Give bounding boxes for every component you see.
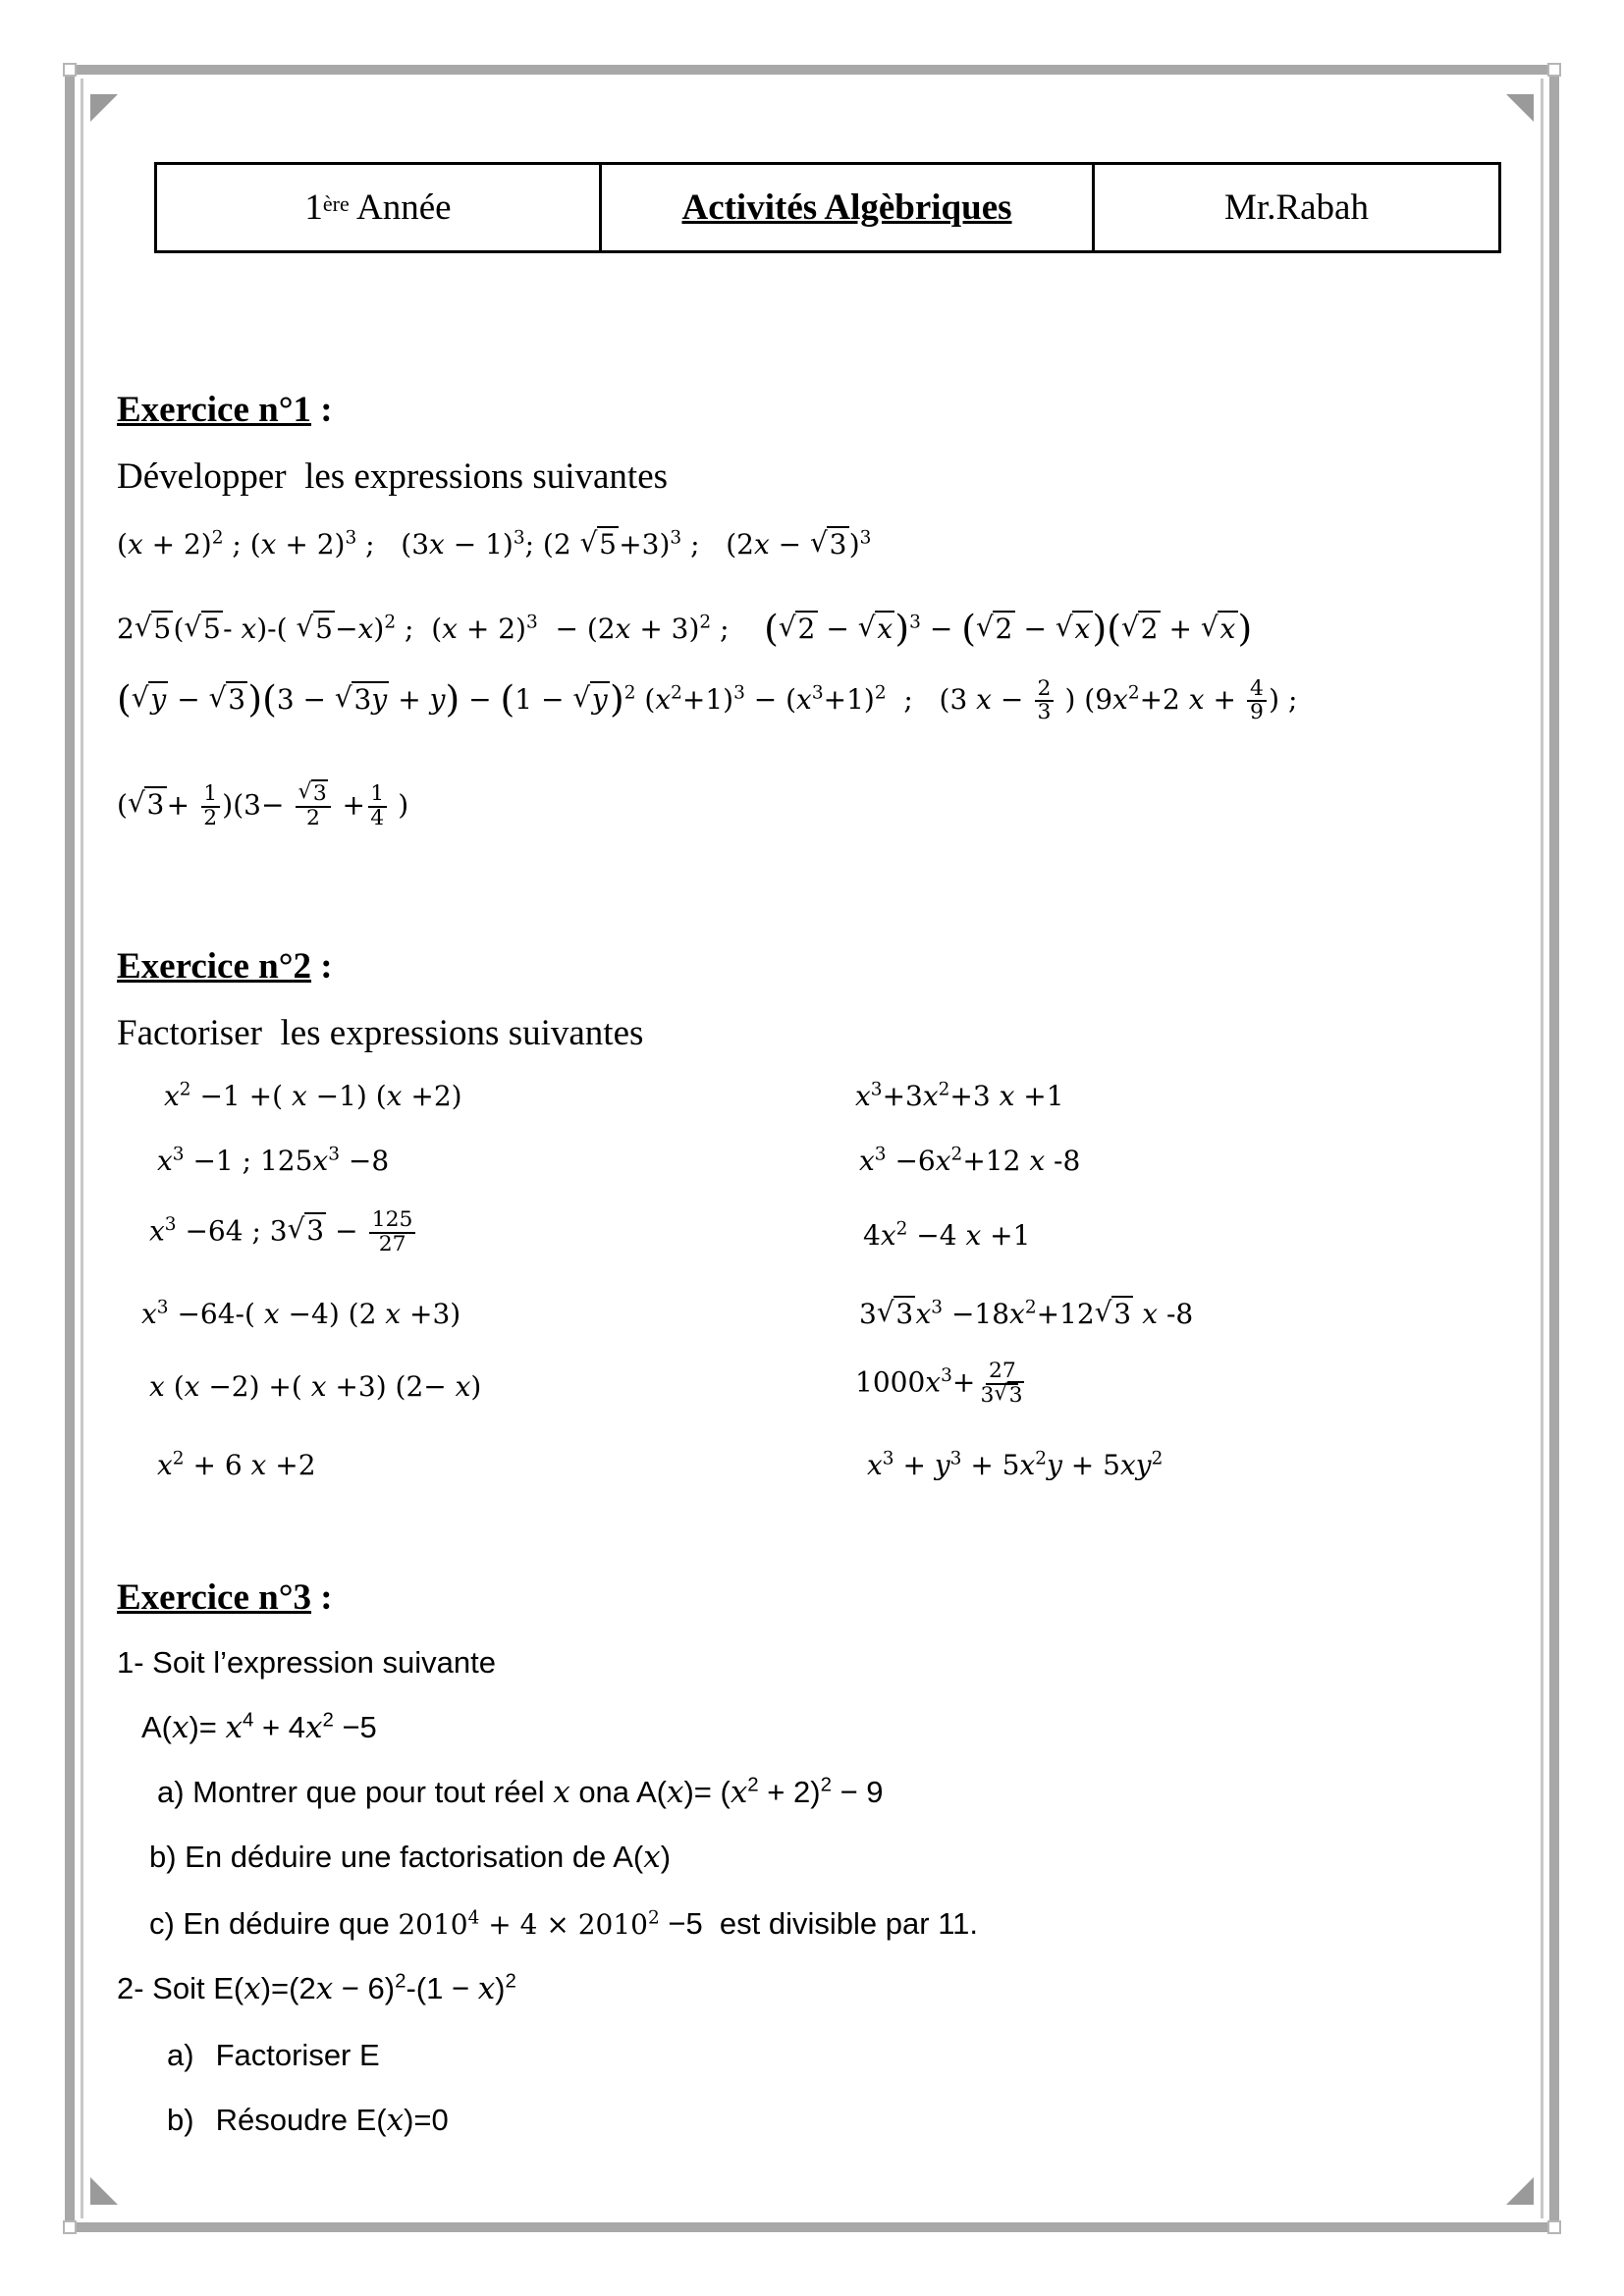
exercise-2-left-item-2: $x^3 -1$ ; $125x^3 -8$ — [157, 1144, 390, 1177]
exercise-3-question-1c-text-2: est divisible par 11. — [711, 1906, 978, 1941]
frame-triangle-top-left — [90, 94, 118, 122]
exercise-3-question-1a-text: a) Montrer que pour tout réel — [157, 1775, 554, 1809]
exercise-2-right-item-4: 3√ $3x^3 -18x^2+12√$ 3 x -8 — [859, 1298, 1193, 1330]
exercise-3-question-2-intro: 2- Soit $E(x)=(2x - 6)^2-(1 - x)^2$ — [117, 1969, 516, 2006]
frame-right-inner-line — [1541, 79, 1543, 2218]
exercise-3-question-2a — [167, 2038, 380, 2073]
header-level-number: 1 — [304, 187, 323, 228]
frame-bottom-border — [69, 2222, 1555, 2232]
exercise-3-question-2-text: 2- Soit E( — [117, 1971, 244, 2005]
header-teacher-cell: Mr.Rabah — [1092, 165, 1498, 250]
exercise-1-title-text: Exercice n°1 — [117, 390, 312, 430]
exercise-3-question-1c-text: c) En déduire que — [149, 1906, 399, 1941]
frame-triangle-bottom-right — [1506, 2177, 1534, 2205]
frame-corner-bottom-right — [1547, 2220, 1561, 2234]
exercise-2-title — [117, 945, 333, 988]
exercise-3-question-2b-text: Résoudre E( — [215, 2103, 387, 2137]
exercise-3-expression-A: $A(x)= x^4 + 4x^2 -5$ — [141, 1708, 377, 1745]
exercise-2-instruction: Factoriser les expressions suivantes — [117, 1013, 644, 1053]
exercise-2-right-item-6: $x^3 + y^3 + 5x^2y + 5xy^2$ — [867, 1448, 1164, 1481]
header-table — [154, 162, 1501, 253]
exercise-2-right-item-3: $4x^2 -4$ x +1 — [863, 1218, 1031, 1252]
exercise-1-expression-line-2: 2√ 5(√ 5- x)-( √ 5−x)$^2$ ; $(x + 2)^3 - (2x + 3)^2$ ; (√ 2 − √ x)$^3$ − (√ 2 − √ x)(√ 2 + √ x) — [117, 607, 1252, 650]
exercise-2-title-colon: : — [311, 946, 333, 987]
frame-corner-top-left — [63, 63, 77, 77]
exercise-2-left-item-4: $x^3 -64-$( x −4) (2 x +3) — [141, 1297, 461, 1330]
exercise-3-question-1a: a) Montrer que pour tout réel x ona $A(x)= (x^2 + 2)^2 - 9$ — [157, 1773, 884, 1810]
exercise-3-question-1-intro: 1- Soit l’expression suivante — [117, 1645, 496, 1680]
exercise-2-left-item-5: x (x −2) +( x +3) (2− x) — [149, 1370, 482, 1403]
exercise-3-question-2a-text: Factoriser E — [215, 2038, 380, 2072]
frame-left-border — [65, 69, 75, 2228]
exercise-1-expression-line-4: (√ 3+ $\frac{1}{2}$ )(3− √ $\frac{3}{2}$ + $\frac{1}{4}$ ) — [117, 783, 408, 830]
exercise-3-question-2b-label: b) — [167, 2103, 194, 2137]
header-title-cell: Activités Algèbriques — [599, 165, 1092, 250]
frame-triangle-top-right — [1506, 94, 1534, 122]
frame-right-border — [1549, 69, 1559, 2228]
exercise-2-left-item-6: $x^2 + 6$ x +2 — [157, 1448, 316, 1481]
frame-triangle-bottom-left — [90, 2177, 118, 2205]
exercise-3-question-1c: c) En déduire que $2010^4 + 4 \times 2010^2 -5$ est divisible par 11. — [149, 1906, 978, 1941]
exercise-2-left-item-1: $x^2 -1$ +( x −1) (x +2) — [164, 1079, 462, 1112]
exercise-3-question-2a-label: a) — [167, 2038, 194, 2072]
exercise-1-title-colon: : — [311, 390, 333, 430]
exercise-2-right-item-1: $x^3+3x^2+3$ x +1 — [855, 1079, 1064, 1112]
exercise-2-title-text: Exercice n°2 — [117, 946, 312, 987]
frame-corner-bottom-left — [63, 2220, 77, 2234]
frame-corner-top-right — [1547, 63, 1561, 77]
exercise-3-title — [117, 1576, 333, 1619]
exercise-3-title-text: Exercice n°3 — [117, 1577, 312, 1618]
exercise-1-expression-line-3: (√ y − √ 3)(3 − √ 3y + y) − (1 − √ y)$^2$ $(x^2+1)^3 - (x^3+1)^2$ ; (3 x − $\frac{2}{3}$ ) ($9x^2+2$ x + $\frac{4}{9}$ ) ; — [117, 677, 1297, 724]
header-level-cell: 1 $^{ère}$ Année — [304, 187, 452, 228]
exercise-3-question-1a-text-2: ona A( — [569, 1775, 667, 1809]
header-level-word: Année — [349, 187, 452, 228]
exercise-2-right-item-2: $x^3 -6x^2+12$ x -8 — [859, 1144, 1081, 1177]
exercise-1-instruction: Développer les expressions suivantes — [117, 456, 669, 497]
exercise-3-question-2b: b) Résoudre E(x)=0 — [167, 2103, 449, 2138]
exercise-2-right-item-5: $1000x^3+$ $\frac{27}{3√ 3}$ — [855, 1361, 1030, 1408]
exercise-1-expression-line-1: $(x + 2)^2$ ; $(x + 2)^3$ ; $(3x - 1)^3$; (2 √ 5+3)$^3$ ; (2x − √ 3)$^3$ — [117, 528, 871, 561]
frame-top-border — [69, 65, 1555, 75]
frame-left-inner-line — [81, 79, 83, 2218]
exercise-1-title — [117, 389, 333, 431]
exercise-2-left-item-3: $x^3 -64$ ; 3√ 3 − $\frac{125}{27}$ — [149, 1209, 418, 1256]
exercise-3-question-1b-text: b) En déduire une factorisation de A( — [149, 1840, 644, 1874]
exercise-3-title-colon: : — [311, 1577, 333, 1618]
exercise-3-question-1b: b) En déduire une factorisation de A(x) — [149, 1840, 672, 1875]
